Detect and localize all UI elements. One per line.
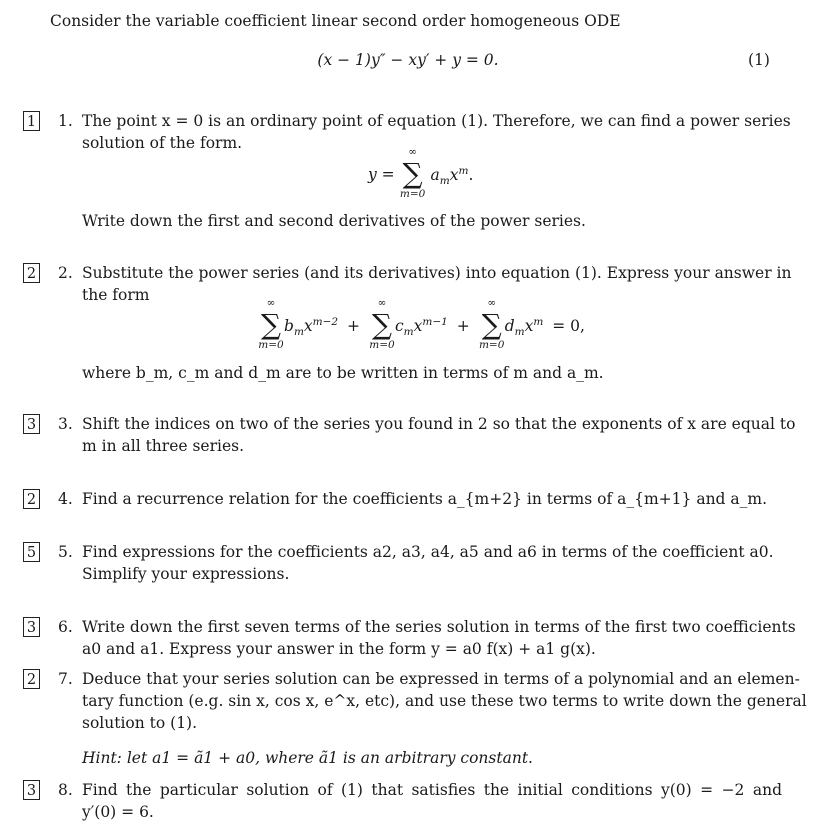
question-q3 [82, 413, 796, 457]
question-number-q4: 4. [58, 490, 73, 508]
q1-sum-sign: ∞ ∑ m=0 [400, 160, 426, 189]
q8-line-2: y′(0) = 6. [82, 803, 154, 821]
question-number-q2: 2. [58, 264, 73, 282]
question-number-q6: 6. [58, 618, 73, 636]
main-equation-text: (x − 1)y″ − xy′ + y = 0. [317, 51, 499, 69]
q5-line-2: Simplify your expressions. [82, 565, 290, 583]
question-number-q3: 3. [58, 415, 73, 433]
q1-line-1: The point x = 0 is an ordinary point of equation (1). Therefore, we can find a power series [82, 112, 791, 130]
q8-line-1: Find the particular solution of (1) that satisfies the initial conditions y(0) = −2 and [82, 781, 782, 799]
marks-box-q6: 3 [23, 617, 40, 637]
q7-line-2: tary function (e.g. sin x, cos x, e^x, etc), and use these two terms to write down the general [82, 692, 807, 710]
marks-box-q4: 2 [23, 489, 40, 509]
q7-line-1: Deduce that your series solution can be expressed in terms of a polynomial and an elemen- [82, 670, 800, 688]
intro-text: Consider the variable coefficient linear second order homogeneous ODE [50, 12, 621, 30]
question-q1 [82, 110, 791, 154]
q2-sum-sign-3: ∞ ∑ m=0 [478, 297, 505, 351]
q3-line-2: m in all three series. [82, 437, 245, 455]
question-q4 [82, 488, 782, 510]
q6-line-2: a0 and a1. Express your answer in the form y = a0 f(x) + a1 g(x). [82, 640, 596, 658]
q1-sum-upper: ∞ [408, 146, 417, 158]
q2-plus-2: + [456, 316, 470, 335]
q2-after: where b_m, c_m and d_m are to be written in terms of m and a_m. [82, 364, 604, 382]
question-number-q7: 7. [58, 670, 73, 688]
q2-term-d: $d_mx^m$ [504, 315, 544, 338]
q2-sum-sign-2: ∞ ∑ m=0 [369, 297, 395, 351]
question-q2 [82, 262, 792, 306]
q2-term-b: $b_mx^{m-2}$ [284, 315, 339, 338]
marks-box-q8: 3 [23, 780, 40, 800]
q4-line-1: Find a recurrence relation for the coefficients a_{m+2} in terms of a_{m+1} and a_m. [82, 490, 768, 508]
q5-line-1: Find expressions for the coefficients a2, a3, a4, a5 and a6 in terms of the coefficient a0. [82, 543, 774, 561]
q2-line-2: the form [82, 286, 150, 304]
q1-y-equals: y = [368, 165, 395, 184]
q3-line-1: Shift the indices on two of the series you found in 2 so that the exponents of x are equal to [82, 415, 796, 433]
marks-box-q1: 1 [23, 111, 40, 131]
question-number-q8: 8. [58, 781, 73, 799]
q7-line-3: solution to (1). [82, 714, 198, 732]
q2-series-display [258, 297, 585, 351]
q2-line-1: Substitute the power series (and its derivatives) into equation (1). Express your answer in [82, 264, 792, 282]
q6-line-1: Write down the first seven terms of the series solution in terms of the first two coefficients [82, 618, 796, 636]
question-number-q1: 1. [58, 112, 73, 130]
q1-sum-lower: m=0 [399, 188, 426, 200]
question-number-q5: 5. [58, 543, 73, 561]
marks-box-q2: 2 [23, 263, 40, 283]
main-equation [0, 49, 816, 71]
q1-after: Write down the first and second derivatives of the power series. [82, 212, 586, 230]
q2-plus-1: + [347, 316, 361, 335]
q2-equals-zero: = 0, [552, 316, 585, 335]
marks-box-q5: 5 [23, 542, 40, 562]
q1-sum-term: $a_mx^m$. [430, 164, 474, 187]
q7-hint: Hint: let a1 = ã1 + a0, where ã1 is an arbitrary constant. [82, 749, 533, 767]
equation-number: (1) [748, 51, 770, 69]
question-q5 [82, 541, 782, 585]
q2-sum-sign-1: ∞ ∑ m=0 [258, 297, 284, 351]
question-q6 [82, 616, 796, 660]
marks-box-q3: 3 [23, 414, 40, 434]
q1-series-display [368, 146, 474, 200]
question-q8 [82, 779, 782, 823]
marks-box-q7: 2 [23, 669, 40, 689]
q1-line-2: solution of the form. [82, 134, 243, 152]
q2-term-c: $c_mx^{m-1}$ [394, 315, 448, 338]
question-q7 [82, 668, 807, 734]
